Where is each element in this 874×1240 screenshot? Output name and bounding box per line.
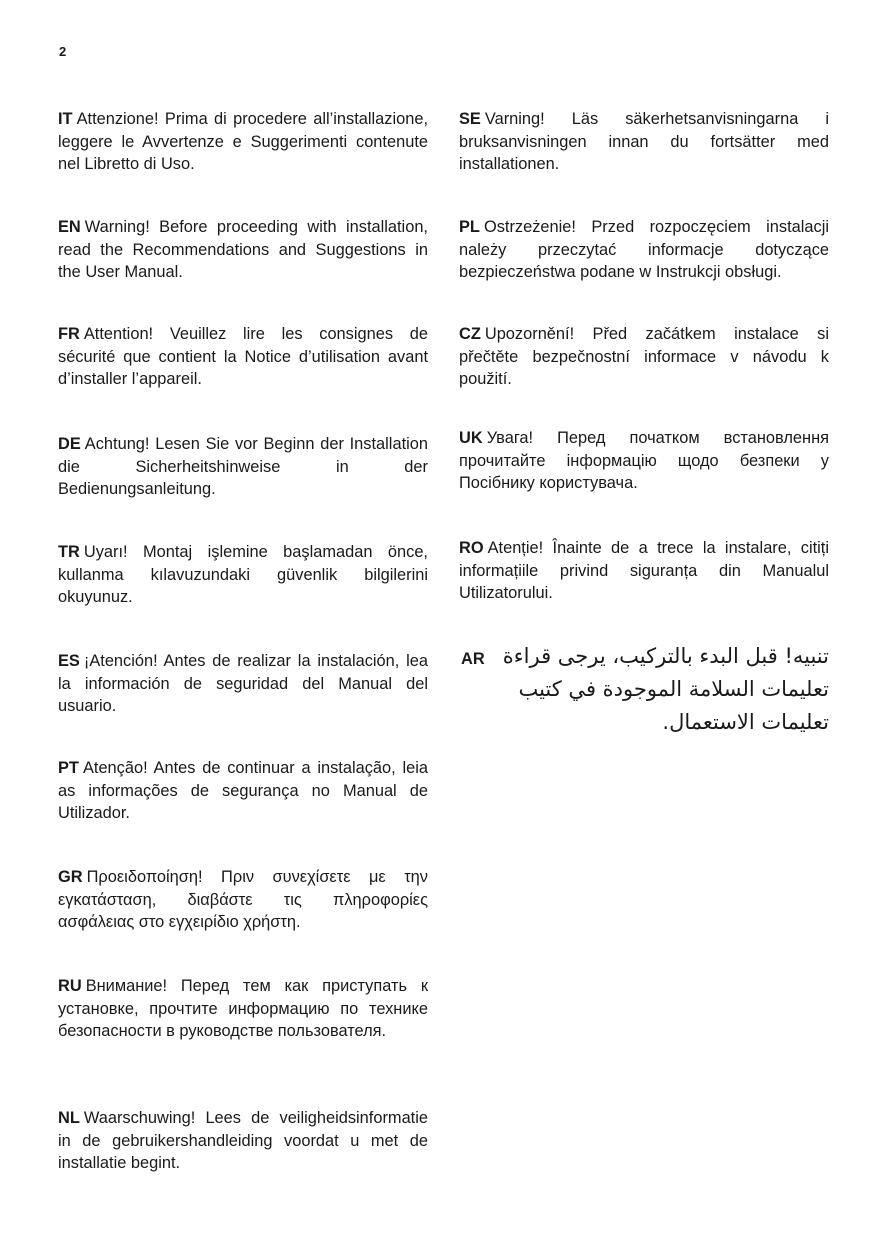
language-code: NL [58, 1109, 80, 1127]
page-number: 2 [59, 44, 67, 59]
warning-gr [58, 866, 428, 934]
warning-text: Attention! Veuillez lire les consignes de sécurité que contient la Notice d’utilisation avant d’installer l’appareil. [58, 325, 428, 388]
language-code: ES [58, 652, 80, 670]
language-code: FR [58, 325, 80, 343]
language-code: TR [58, 543, 80, 561]
warning-text: ¡Atención! Antes de realizar la instalación, lea la información de seguridad del Manual del usuario. [58, 652, 428, 715]
warning-text: Увага! Перед початком встановлення прочитайте інформацію щодо безпеки у Посібнику користувача. [459, 429, 829, 492]
warning-nl [58, 1107, 428, 1175]
warning-fr [58, 323, 428, 391]
warning-text: Achtung! Lesen Sie vor Beginn der Installation die Sicherheitshinweise in der Bedienungsanleitung. [58, 435, 428, 498]
warning-text: Upozornění! Před začátkem instalace si přečtěte bezpečnostní informace v návodu k použití. [459, 325, 829, 388]
language-code: SE [459, 110, 481, 128]
warning-es [58, 650, 428, 718]
warning-se [459, 108, 829, 176]
warning-cz [459, 323, 829, 391]
warning-ru [58, 975, 428, 1043]
language-code: PT [58, 759, 79, 777]
warning-text: Waarschuwing! Lees de veiligheidsinformatie in de gebruikershandleiding voordat u met de installatie begint. [58, 1109, 428, 1172]
warning-pt [58, 757, 428, 825]
warning-en [58, 216, 428, 284]
language-code: DE [58, 435, 81, 453]
language-code: GR [58, 868, 83, 886]
language-code: PL [459, 218, 480, 236]
language-code: AR [461, 650, 485, 668]
warning-text: Attenzione! Prima di procedere all’installazione, leggere le Avvertenze e Suggerimenti contenute nel Libretto di Uso. [58, 110, 428, 173]
warning-text: Внимание! Перед тем как приступать к установке, прочтите информацию по технике безопасности в руководстве пользователя. [58, 977, 428, 1040]
warning-text: Warning! Before proceeding with installation, read the Recommendations and Suggestions in the User Manual. [58, 218, 428, 281]
warning-text: Varning! Läs säkerhetsanvisningarna i bruksanvisningen innan du fortsätter med installationen. [459, 110, 829, 173]
warning-text: Uyarı! Montaj işlemine başlamadan önce, kullanma kılavuzundaki güvenlik bilgilerini okuyunuz. [58, 543, 428, 606]
language-code: RO [459, 539, 484, 557]
warning-de [58, 433, 428, 501]
warning-text: تنبيه! قبل البدء بالتركيب، يرجى قراءة تعليمات السلامة الموجودة في كتيب تعليمات الاستعمال. [502, 644, 829, 734]
warning-it [58, 108, 428, 176]
language-code: EN [58, 218, 81, 236]
language-code: UK [459, 429, 483, 447]
warning-text: Ostrzeżenie! Przed rozpoczęciem instalacji należy przeczytać informacje dotyczące bezpieczeństwa podane w Instrukcji obsługi. [459, 218, 829, 281]
language-code: IT [58, 110, 73, 128]
warning-text: Προειδοποίηση! Πριν συνεχίσετε με την εγκατάσταση, διαβάστε τις πληροφορίες ασφάλειας στο εγχειρίδιο χρήστη. [58, 868, 428, 931]
language-code: CZ [459, 325, 481, 343]
warning-tr [58, 541, 428, 609]
warning-ro [459, 537, 829, 605]
warning-uk [459, 427, 829, 495]
warning-pl [459, 216, 829, 284]
warning-text: Atenție! Înainte de a trece la instalare, citiți informațiile privind siguranța din Manualul Utilizatorului. [459, 539, 829, 602]
language-code: RU [58, 977, 82, 995]
warning-text: Atenção! Antes de continuar a instalação, leia as informações de segurança no Manual de Utilizador. [58, 759, 428, 822]
